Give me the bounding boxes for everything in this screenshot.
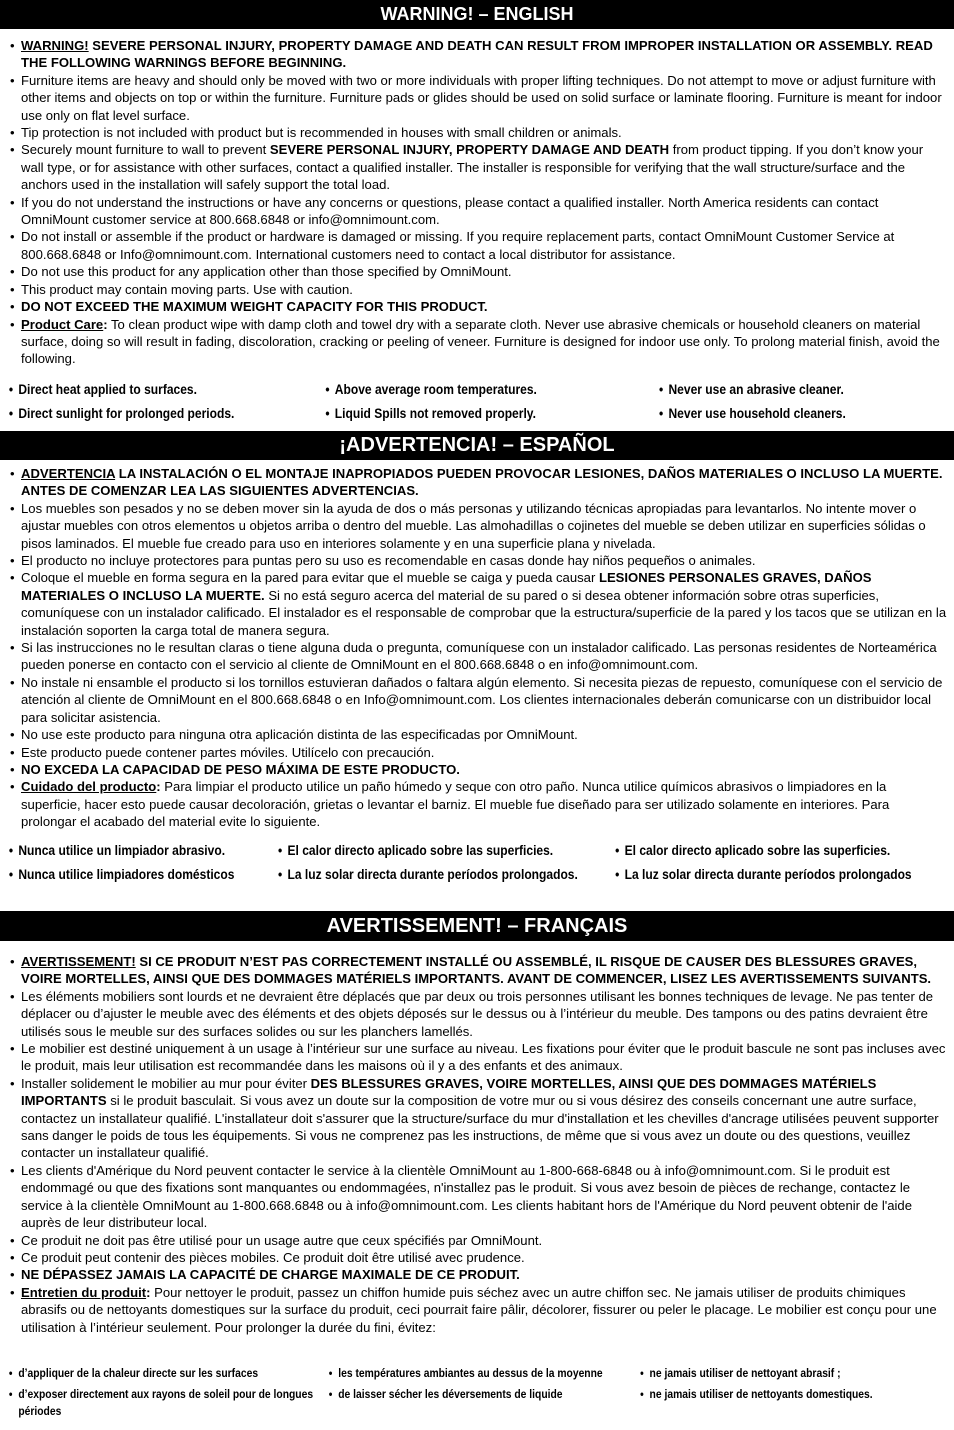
warning-text: Coloque el mueble en forma segura en la pared para evitar que el mueble se caiga y pueda causar xyxy=(21,570,599,586)
avoid-item: • El calor directo aplicado sobre las superficies. xyxy=(277,840,604,860)
warning-text: Tip protection is not included with product but is recommended in houses with small children or animals. xyxy=(21,125,622,141)
warning-item xyxy=(8,744,948,761)
warning-item xyxy=(8,761,948,778)
warning-text: Si no está seguro acerca del material de su pared o si desea obtener información sobre otras superficies, comuníquese con un instalador calificado. El instalador es el responsable de comprobar que la estructura/superficie de la pared y los tacos que se utilizan en la instalación soporten la carga total de manera segura. xyxy=(21,587,947,638)
warning-item xyxy=(8,1284,948,1336)
warning-text: Les clients d'Amérique du Nord peuvent contacter le service à la clientèle OmniMount au 1-800-668-6848 ou à info@omnimount.com. Si le produit est endommagé ou que des fixations sont manquantes ou endommagées, n'installez pas le produit. Si vous avez besoin de pièces de rechange, contactez le service à la clientèle OmniMount au 1-800.668.6848 ou à info@omnimount.com. Les clients habitant hors de l'Amérique du Nord peuvent obtenir de l'aide auprès de leur distributeur local. xyxy=(21,1162,913,1231)
warning-text: If you do not understand the instructions or have any concerns or questions, please contact a qualified installer. North America residents can contact OmniMount customer service at 800.668.6848 or info@omnimount.com. xyxy=(21,194,879,228)
avoid-item: • El calor directo aplicado sobre las superficies. xyxy=(614,840,949,860)
avoid-item: • Above average room temperatures. xyxy=(324,380,536,398)
warning-item xyxy=(8,1040,948,1075)
warning-text: Este producto puede contener partes móviles. Utilícelo con precaución. xyxy=(21,744,435,760)
warning-item xyxy=(8,988,948,1040)
avoid-column xyxy=(658,380,846,428)
avoid-item: • de laisser sécher les déversements de liquide xyxy=(328,1386,603,1403)
warning-lead: Cuidado del producto xyxy=(21,779,157,795)
warning-bold-text: LESIONES PERSONALES GRAVES, DAÑOS MATERIALES O INCLUSO LA MUERTE. xyxy=(21,570,872,603)
warning-bold-text: DES BLESSURES GRAVES, VOIRE MORTELLES, AINSI QUE DES DOMMAGES MATÉRIELS IMPORTANTS xyxy=(21,1075,877,1109)
warning-bold-text: SEVERE PERSONAL INJURY, PROPERTY DAMAGE AND DEATH xyxy=(269,142,670,158)
warning-item xyxy=(8,1232,948,1249)
warning-item xyxy=(8,1075,948,1162)
warning-item xyxy=(8,953,948,988)
english-warning-section xyxy=(8,37,948,368)
warning-lead: Product Care xyxy=(21,316,104,332)
warning-text: si le produit basculait. Si vous avez un doute sur la composition de votre mur ou si vous désirez des conseils concernant une autre surface, contactez un installateur qualifié. L'installateur doit s'assurer que la structure/surface du mur d'installation et les chevilles d'ancrage utilisées peuvent supporter sans danger le poids de tous les équipements. Si vous ne comprenez pas les instructions, de même que si vous avez un doute ou des questions, veuillez contacter un installateur qualifié. xyxy=(21,1093,939,1161)
warning-text: Para limpiar el producto utilice un paño húmedo y seque con otro paño. Nunca utilice químicos abrasivos o limpiadores en la superficie, hacer esto puede causar decoloración, grietas o levantar el barniz. El mueble fue diseñado para ser utilizado solamente en interiores. Para prolongar el acabado del material evite lo siguiente. xyxy=(21,779,890,830)
warning-text: No instale ni ensamble el producto si los tornillos estuvieran dañados o faltara algún elemento. Si necesita piezas de repuesto, comuníquese con el servicio de atención al cliente de OmniMount en el 800.668.6848 o en Info@omnimount.com. Los clientes internacionales deberán comunicarse con un distribuidor local para solicitar asistencia. xyxy=(21,674,943,725)
french-warning-heading: AVERTISSEMENT! – FRANÇAIS xyxy=(0,911,954,941)
warning-item xyxy=(8,500,948,552)
warning-bold-text: DO NOT EXCEED THE MAXIMUM WEIGHT CAPACITY FOR THIS PRODUCT. xyxy=(21,299,488,315)
warning-item xyxy=(8,1249,948,1266)
warning-item xyxy=(8,674,948,726)
english-warning-heading: WARNING! – ENGLISH xyxy=(0,0,954,29)
warning-bold-text: NO EXCEDA LA CAPACIDAD DE PESO MÁXIMA DE ESTE PRODUCTO. xyxy=(21,761,460,777)
warning-text: Les éléments mobiliers sont lourds et ne devraient être déplacés que par deux ou trois personnes utilisant les bonnes techniques de levage. Ne pas tenter de déplacer ou d’ajuster le meuble avec des éléments et des objets déposés sur le dessus ou à l’intérieur du meuble. Des tampons ou des patins devraient être utilisés sous le meuble sur des surfaces solides ou sur les planchers lamellés. xyxy=(21,988,934,1039)
avoid-column xyxy=(277,840,604,888)
warning-bold-text: SI CE PRODUIT N’EST PAS CORRECTEMENT INSTALLÉ OU ASSEMBLÉ, IL RISQUE DE CAUSER DES BLESSURES GRAVES, VOIRE MORTELLES, AINSI QUE DES DOMMAGES MATÉRIELS IMPORTANTS. AVANT DE COMMENCER, LISEZ LES AVERTISSEMENTS SUIVANTS. xyxy=(21,954,932,987)
warning-item xyxy=(8,72,948,124)
warning-item xyxy=(8,465,948,500)
warning-item xyxy=(8,1162,948,1232)
warning-lead: WARNING! xyxy=(21,38,89,53)
avoid-column xyxy=(328,1365,603,1407)
avoid-item: • Direct heat applied to surfaces. xyxy=(8,380,234,398)
warning-bold-text: NE DÉPASSEZ JAMAIS LA CAPACITÉ DE CHARGE MAXIMALE DE CE PRODUIT. xyxy=(21,1267,520,1283)
warning-text: Furniture items are heavy and should only be moved with two or more individuals with proper lifting techniques. Do not attempt to move or adjust furniture with other items and objects on top or within the furniture. Furniture pads or glides should be used on solid surface or laminate flooring. Furniture is meant for indoor use only on flat level surface. xyxy=(21,72,942,123)
warning-item xyxy=(8,37,948,72)
warning-text: Ce produit peut contenir des pièces mobiles. Ce produit doit être utilisé avec prudence. xyxy=(21,1249,525,1265)
warning-item xyxy=(8,124,948,141)
spanish-warning-section xyxy=(8,465,948,831)
warning-item xyxy=(8,316,948,368)
avoid-item: • Nunca utilice limpiadores domésticos xyxy=(8,864,266,884)
warning-text: Do not install or assemble if the product or hardware is damaged or missing. If you require replacement parts, contact OmniMount Customer Service at 800.668.6848 or Info@omnimount.com. International customers need to contact a local distributor for assistance. xyxy=(21,229,895,262)
spanish-warning-list xyxy=(8,465,948,831)
warning-item xyxy=(8,1266,948,1283)
avoid-item: • Direct sunlight for prolonged periods. xyxy=(8,404,234,422)
spanish-warning-heading: ¡ADVERTENCIA! – ESPAÑOL xyxy=(0,431,954,460)
avoid-item: • Never use household cleaners. xyxy=(658,404,846,422)
warning-lead-colon: : xyxy=(146,1284,151,1300)
warning-item xyxy=(8,726,948,743)
avoid-column xyxy=(614,840,949,888)
warning-text: from product tipping. If you don’t know your wall type, or for assistance with other surfaces, contact a qualified installer. The installer is responsible for verifying that the wall structure/surface and the anchors used in the installation will safely support the total load. xyxy=(21,142,924,193)
avoid-item: • ne jamais utiliser de nettoyant abrasif ; xyxy=(639,1365,931,1382)
avoid-item: • La luz solar directa durante períodos prolongados xyxy=(614,864,949,884)
french-warning-list xyxy=(8,953,948,1336)
warning-item xyxy=(8,569,948,639)
english-warning-list xyxy=(8,37,948,368)
warning-item xyxy=(8,228,948,263)
warning-text: Installer solidement le mobilier au mur pour éviter xyxy=(21,1075,311,1091)
warning-lead: AVERTISSEMENT! xyxy=(21,954,136,969)
warning-text: Do not use this product for any application other than those specified by OmniMount. xyxy=(21,264,512,280)
avoid-item: • les températures ambiantes au dessus de la moyenne xyxy=(328,1365,603,1382)
avoid-column xyxy=(8,380,234,428)
warning-item xyxy=(8,263,948,280)
warning-text: Pour nettoyer le produit, passez un chiffon humide puis séchez avec un autre chiffon sec. Ne jamais utiliser de produits chimiques abrasifs ou de nettoyants domestiques sur la surface du produit, ceci pourrait faire pâlir, décolorer, fissurer ou peler le placage. Le mobilier est conçu pour une utilisation à l’intérieur seulement. Pour prolonger la durée du fini, évitez: xyxy=(21,1284,937,1335)
warning-lead: ADVERTENCIA xyxy=(21,466,116,481)
warning-text: To clean product wipe with damp cloth and towel dry with a separate cloth. Never use abrasive chemicals or household cleaners on material surface, doing so will result in fading, discoloration, cracking or peeling of veneer. Furniture is designed for indoor use only. To prolong material finish, avoid the following. xyxy=(21,316,940,367)
avoid-item: • La luz solar directa durante períodos prolongados. xyxy=(277,864,604,884)
warning-item xyxy=(8,298,948,315)
avoid-item: • Never use an abrasive cleaner. xyxy=(658,380,846,398)
avoid-column xyxy=(8,1365,313,1424)
warning-text: This product may contain moving parts. Use with caution. xyxy=(21,281,353,297)
warning-item xyxy=(8,281,948,298)
warning-text: Securely mount furniture to wall to prevent xyxy=(21,142,270,158)
warning-lead-colon: : xyxy=(156,779,161,795)
warning-item xyxy=(8,194,948,229)
avoid-column xyxy=(639,1365,931,1407)
avoid-item: • Nunca utilice un limpiador abrasivo. xyxy=(8,840,266,860)
warning-lead-colon: : xyxy=(103,316,108,332)
warning-bold-text: SEVERE PERSONAL INJURY, PROPERTY DAMAGE AND DEATH CAN RESULT FROM IMPROPER INSTALLATION OR ASSEMBLY. READ THE FOLLOWING WARNINGS BEFORE BEGINNING. xyxy=(21,38,933,71)
warning-item xyxy=(8,639,948,674)
avoid-item: • ne jamais utiliser de nettoyants domestiques. xyxy=(639,1386,931,1403)
avoid-column xyxy=(324,380,536,428)
warning-text: Los muebles son pesados y no se deben mover sin la ayuda de dos o más personas y utilizando técnicas apropiadas para levantarlos. No intente mover o ajustar muebles con otros elementos u objetos arriba o dentro del mueble. Las almohadillas o cojinetes del mueble se deben utilizar en superficies sólidas o pisos laminados. El mueble fue creado para uso en interiores solamente y en una superficie plana y nivelada. xyxy=(21,500,926,551)
avoid-item: • Liquid Spills not removed properly. xyxy=(324,404,536,422)
warning-text: Ce produit ne doit pas être utilisé pour un usage autre que ceux spécifiés par OmniMount. xyxy=(21,1232,543,1248)
warning-item xyxy=(8,141,948,193)
warning-text: El producto no incluye protectores para puntas pero su uso es recomendable en casas donde hay niños pequeños o animales. xyxy=(21,553,756,569)
warning-text: Si las instrucciones no le resultan claras o tiene alguna duda o pregunta, comuníquese con un instalador calificado. Las personas residentes de Norteamérica pueden ponerse en contacto con el servicio al cliente de OmniMount en el 800.668.6848 o en info@omnimount.com. xyxy=(21,640,937,673)
warning-item xyxy=(8,552,948,569)
avoid-item: • d’exposer directement aux rayons de soleil pour de longues périodes xyxy=(8,1386,313,1420)
avoid-item: • d’appliquer de la chaleur directe sur les surfaces xyxy=(8,1365,313,1382)
french-warning-section xyxy=(8,953,948,1336)
warning-text: No use este producto para ninguna otra aplicación distinta de las especificadas por OmniMount. xyxy=(21,727,578,743)
avoid-column xyxy=(8,840,266,888)
warning-item xyxy=(8,778,948,830)
warning-lead: Entretien du produit xyxy=(21,1284,147,1300)
warning-text: Le mobilier est destiné uniquement à un usage à l’intérieur sur une surface au niveau. Les fixations pour éviter que le produit bascule ne sont pas incluses avec le produit, mais leur utilisation est recommandée dans les maisons où il y a des enfants et des animaux. xyxy=(21,1041,946,1074)
warning-bold-text: LA INSTALACIÓN O EL MONTAJE INAPROPIADOS PUEDEN PROVOCAR LESIONES, DAÑOS MATERIALES O INCLUSO LA MUERTE. ANTES DE COMENZAR LEA LAS SIGUIENTES ADVERTENCIAS. xyxy=(21,466,943,499)
